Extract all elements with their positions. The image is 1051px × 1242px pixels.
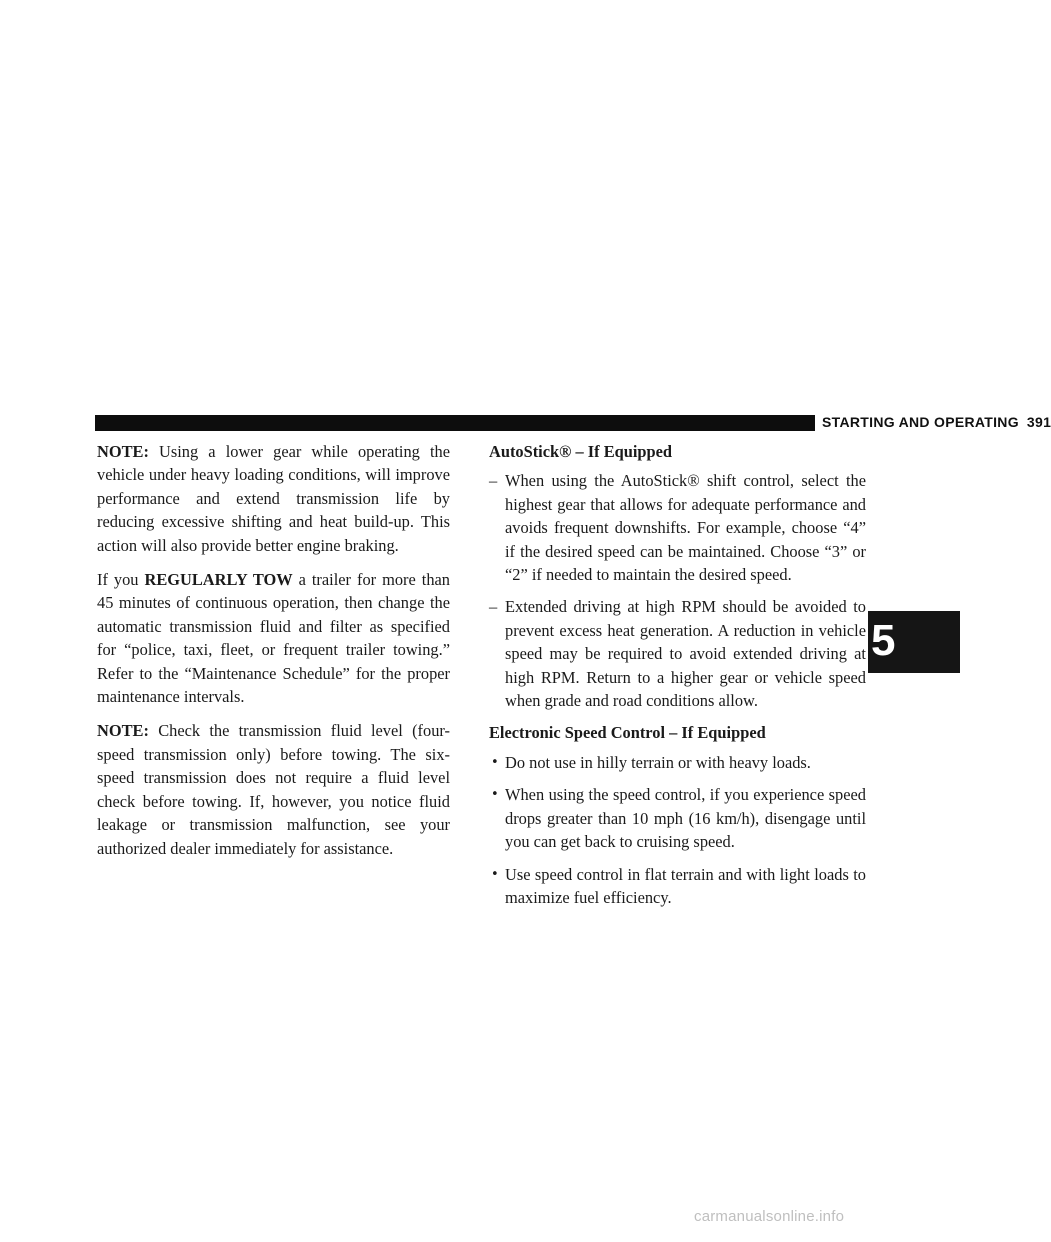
note-text: Check the transmission fluid level (four-speed transmission only) before towing. The six-speed transmission does not require a fluid level check before towing. If, however, you notice fluid leakage or transmission malfunction, see your authorized dealer immediately for assistance. <box>97 721 450 858</box>
towing-paragraph <box>97 568 450 708</box>
page-number: 391 <box>1026 414 1051 430</box>
dash-marker: – <box>489 471 498 491</box>
towing-emphasis: REGULARLY TOW <box>144 570 293 590</box>
note-text: Using a lower gear while operating the vehicle under heavy loading conditions, will improve performance and extend transmission life by reducing excessive shifting and heat build-up. This action will also provide better engine braking. <box>97 442 450 555</box>
autostick-item <box>489 469 866 586</box>
speed-control-item-text: Use speed control in flat terrain and with light loads to maximize fuel efficiency. <box>505 864 866 907</box>
speed-control-item <box>489 783 866 853</box>
chapter-number: 5 <box>871 616 896 665</box>
bullet-icon: • <box>491 866 499 882</box>
autostick-heading: AutoStick® – If Equipped <box>489 442 673 461</box>
dash-marker: – <box>489 597 498 617</box>
autostick-item-text: Extended driving at high RPM should be avoided to prevent excess heat generation. A reduction in vehicle speed may be required to avoid extended driving at high RPM. Return to a higher gear or vehicle speed when grade and road conditions allow. <box>505 597 866 711</box>
autostick-item-text: When using the AutoStick® shift control, select the highest gear that allows for adequate performance and avoids frequent downshifts. For example, choose “4” if the desired speed can be maintained. Choose “3” or “2” if needed to maintain the desired speed. <box>505 471 866 585</box>
bullet-icon: • <box>491 754 499 770</box>
right-column <box>489 440 866 918</box>
speed-control-heading: Electronic Speed Control – If Equipped <box>489 723 766 743</box>
left-column <box>97 440 450 871</box>
speed-control-item <box>489 863 866 910</box>
towing-lead: If you <box>97 570 145 590</box>
running-header <box>822 414 1051 430</box>
speed-control-item-text: Do not use in hilly terrain or with heavy loads. <box>505 752 811 772</box>
towing-text: a trailer for more than 45 minutes of continuous operation, then change the automatic transmission fluid and filter as specified for “police, taxi, fleet, or frequent trailer towing.” Refer to the “Maintenance Schedule” for the proper maintenance intervals. <box>97 570 450 707</box>
header-rule <box>95 415 815 431</box>
bullet-icon: • <box>491 787 499 803</box>
note-paragraph-1 <box>97 440 450 557</box>
autostick-item <box>489 595 866 712</box>
speed-control-item <box>489 751 866 774</box>
note-label: NOTE: <box>97 721 149 741</box>
note-paragraph-2 <box>97 719 450 859</box>
watermark: carmanualsonline.info <box>694 1208 845 1225</box>
speed-control-item-text: When using the speed control, if you experience speed drops greater than 10 mph (16 km/h), disengage until you can get back to cruising speed. <box>505 785 866 852</box>
note-label: NOTE: <box>97 442 149 461</box>
section-title: STARTING AND OPERATING <box>822 414 1019 430</box>
